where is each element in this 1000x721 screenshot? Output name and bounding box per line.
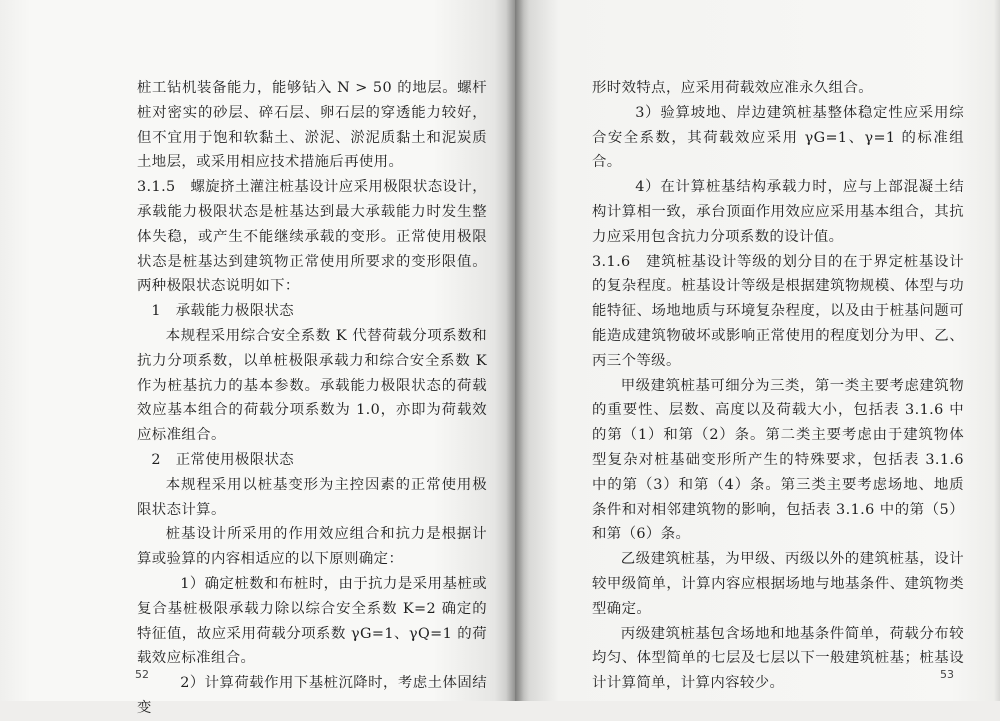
paragraph: 桩基设计所采用的作用效应组合和抗力是根据计算或验算的内容相适应的以下原则确定： (137, 526, 487, 568)
section-3-1-6: 3.1.6 建筑桩基设计等级的划分目的在于界定桩基设计的复杂程度。桩基设计等级是根据建筑物规模、体型与功能特征、场地地质与环境复杂程度，以及由于桩基问题可能造成建筑物破坏或影响正常使用的程度划分为甲、乙、丙三个等级。 (592, 253, 964, 369)
right-page (515, 0, 1000, 701)
page-number: 53 (940, 668, 954, 681)
paragraph: 桩工钻机装备能力，能够钻入 N > 50 的地层。螺杆桩对密实的砂层、碎石层、卵石层的穿透能力较好，但不宜用于饱和软黏土、淤泥、淤泥质黏土和泥炭质土地层，或采用相应技术措施后再使用。 (137, 80, 487, 171)
list-item: 4）在计算桩基结构承载力时，应与上部混凝土结构计算相一致，承台顶面作用效应应采用基本组合，其抗力应采用包含抗力分项系数的设计值。 (592, 179, 964, 245)
paragraph: 乙级建筑桩基，为甲级、丙级以外的建筑桩基，设计较甲级简单，计算内容应根据场地与地基条件、建筑物类型确定。 (592, 551, 964, 617)
left-page-text (137, 76, 487, 721)
list-item: 1）确定桩数和布桩时，由于抗力是采用基桩或复合基桩极限承载力除以综合安全系数 K=2 确定的特征值，故应采用荷载分项系数 γG=1、γQ=1 的荷载效应标准组合。 (137, 575, 487, 667)
paragraph: 本规程采用综合安全系数 K 代替荷载分项系数和抗力分项系数，以单桩极限承载力和综合安全系数 K 作为桩基抗力的基本参数。承载能力极限状态的荷载效应基本组合的荷载分项系数为 1.0，亦即为荷载效应标准组合。 (137, 327, 487, 444)
page-number: 52 (135, 668, 149, 681)
heading-ultimate-limit-state: 1 承载能力极限状态 (151, 303, 295, 320)
book-gutter (506, 0, 524, 701)
paragraph: 形时效特点，应采用荷载效应准永久组合。 (592, 80, 874, 96)
section-3-1-5: 3.1.5 螺旋挤土灌注桩基设计应采用极限状态设计，承载能力极限状态是桩基达到最大承载能力时发生整体失稳，或产生不能继续承载的变形。正常使用极限状态是桩基达到建筑物正常使用所要求的变形限值。两种极限状态说明如下： (137, 179, 487, 295)
list-item: 3）验算坡地、岸边建筑桩基整体稳定性应采用综合安全系数，其荷载效应采用 γG=1、γ=1 的标准组合。 (592, 104, 964, 171)
page-edge (994, 0, 1000, 701)
paragraph: 丙级建筑桩基包含场地和地基条件简单，荷载分布较均匀、体型简单的七层及七层以下一般建筑桩基；桩基设计计算简单，计算内容较少。 (592, 625, 964, 692)
paragraph: 甲级建筑桩基可细分为三类，第一类主要考虑建筑物的重要性、层数、高度以及荷载大小，包括表 3.1.6 中的第（1）和第（2）条。第二类主要考虑由于建筑物体型复杂对桩基础变形所产生的特殊要求，包括表 3.1.6 中的第（3）和第（4）条。第三类主要考虑场地、地质条件和对相邻建筑物的影响，包括表 3.1.6 中的第（5）和第（6）条。 (592, 377, 964, 543)
list-item: 2）计算荷载作用下基桩沉降时，考虑土体固结变 (137, 675, 487, 716)
right-page-text (592, 76, 964, 696)
heading-serviceability-limit-state: 2 正常使用极限状态 (151, 451, 295, 468)
paragraph: 本规程采用以桩基变形为主控因素的正常使用极限状态计算。 (137, 476, 487, 518)
